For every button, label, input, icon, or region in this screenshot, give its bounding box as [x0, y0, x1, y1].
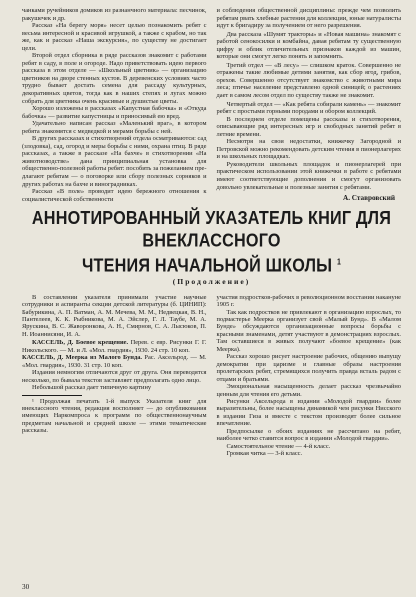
section-subtitle: (Продолжение): [172, 276, 251, 286]
paragraph: Самостоятельное чтение — 4-й класс.: [226, 442, 331, 450]
paragraph: Удачательно написан рассказ «Маленький враг», в котором ребята знакомятся с медведкой и мерами борьбы с ней.: [22, 120, 207, 135]
paragraph: Второй отдел сборника в ряде рассказов знакомит с работами ребят в саду, в поле и огороде. Надо приветствовать идею первого рассказа в этом отделе — «Школьный цветник» — организацию цветников на дворе стенных кустов. В деревенских условиях часто трудно бывает достать семена для рассаду культурных, декоративных цветов, тогда как в наших степях и лугах можно собрать для цветника очень красивые и душистые цветы.: [22, 52, 207, 105]
entry-text: Перев. с евр. Рисунки Г. Г. Никольского. — М. и Л. «Мол. гвардия», 1930. 24 стр. 10 коп.: [22, 339, 207, 354]
paragraph: Так как подростков не привлекают в организацию взрослых, то подмастерье Меерка организует свой «Малый Бунд». В «Малом Бунде» обсуждаются организационные вопросы борьбы с красными знаменами, детят участвуют в демонстрациях взрослых. Там оставшиеся в живых получают «боевое крещение» (как Меерка).: [216, 308, 401, 353]
paragraph: Рассказ «В поле» проводит идею бережного отношения к социалистической собственности: [22, 188, 207, 203]
paragraph: В других рассказах и стихотворений отдела осматриваются: сад (злодовка), сад, огород и меры борьбы с ними, охрана птиц. В ряде рассказах, а также в рассказе «На бахче» в стихотворении «На животноводстве» дана принципиальная установка для общественно-полезной работы ребят: пособить за пожеланием предлагают ребятам — о поговорке или сбору полезных сорняков и других работах на бахче и виноградниках.: [22, 135, 207, 188]
entry-title: КАССЕЛЬ, Д. Боевое крещение.: [32, 339, 129, 347]
paragraph: Небольшой рассказ дает типичную картину: [32, 384, 152, 392]
paragraph: Предпосылке о обоих изданиях не рассчитано на ребят, наиболее четко ставится вопрос в издании «Молодой гвардии».: [216, 427, 401, 443]
title-line-1: АННОТИРОВАННЫЙ УКАЗАТЕЛЬ КНИГ ДЛЯ ВНЕКЛАССНОГО: [31, 208, 392, 252]
paragraph: Рассказ «На берегу моря» несет целью познакомить ребят с весьма интересной и красивой игрушкой, а также с крабом, но так же, как и рассказ «Наша экскурсия», по существу не достигает цели.: [22, 22, 207, 52]
top-section: [22, 7, 401, 203]
paragraph: Два рассказа «Шумят тракторы» и «Новая машина» знакомят с работой сенокосилки и комбайна, давая ребятам ту существенную цифру и облик отличительных признаков каждой из машин, которые они смогут легко понять и запомнить.: [216, 30, 401, 61]
lower-right-column: [217, 294, 402, 458]
footnote-marker: 1: [336, 258, 342, 267]
paragraph: Громкая читка — 3-й класс.: [226, 450, 303, 458]
paragraph: Рисунки Аксельрода в издании «Молодой гвардии» более выразительны, более насыщены динамикой чем рисунки Нисского в издании Гиза и вместе с текстом производят более сильное впечатление.: [216, 397, 401, 428]
entry-text: Рас. Аксельрод. — М. «Мол. гвардия», 1930. 31 стр. 10 коп.: [22, 354, 207, 369]
paragraph: чанками ручейников домиков из разнанчного материала: песчинок, ракушечек и др.: [22, 7, 207, 22]
title-line-2: ЧТЕНИЯ НАЧАЛЬНОЙ ШКОЛЫ: [81, 256, 333, 277]
bibliography-entry: [22, 354, 207, 369]
paragraph: Руководители школьных площадок и пионерлагерей при практическом использовании этой книжечки в работе с ребятами имеют соответствующие дополнения и смогут организовать довольно увлекательные и полезные занятия с ребятами.: [216, 160, 401, 191]
paragraph: участия подростков-рабочих в революционном восстании накануне 1905 г.: [216, 293, 401, 309]
paragraph: Хорошо изложены в рассказах «Капустная бабочка» и «Откуда бабочка» — развитие капустницы и приносимый ею вред.: [22, 105, 207, 120]
lower-section: [22, 294, 401, 458]
paragraph: Четвертый отдел — «Как ребята собирали камень» — знакомит ребят с простыми горными породами и обором коллекций.: [216, 100, 401, 116]
paragraph: Третий отдел — «В лесу» — слишком краток. Совершенно не отражены такие любимые детими занятия, как сбор ягод, грибов, орехов. Совершенно отсутствует знакомство с животными мира леса; птичье население представлено одной синицей; о растениях дает в самом лесом отдел по существу также не знакомит.: [216, 61, 401, 100]
paragraph: Рассказ хорошо рисует настроение рабочих, общению выпущу демократии при царизме и главные образы настроения пролетарских ребят, стремящихся получить правда всталь радом с отцами и братьями.: [216, 353, 401, 383]
paragraph: В последнем отделе помещены рассказы и стихотворения, описывающие ряд интересных игр и свободных занятий ребят в летние времени.: [216, 115, 401, 138]
footnote-divider: [22, 395, 82, 396]
paragraph: и соблюдения общественной дисциплины: прежде чем позволить ребятам рвать хлебные растения для коллекции, юные натуралисты идут к бригадиру за получением от него разрешения.: [216, 7, 401, 30]
footnote-text: Продолжая печатать 1-й выпуск Указателя книг для внеклассного чтения, редакция восполняет — до опубликования имеющих Наркомпроса к программ по общественнонаучным предметам начальной и средней школе — этими тематические рассказы.: [22, 397, 207, 435]
bibliography-entry: [22, 339, 207, 354]
author-signature: А. Ставровский: [343, 194, 395, 203]
paragraph: Издания немногим отличаются друг от друга. Оня переводятся несколько, по бывала текстов заставляет предполагать одно лицо.: [22, 369, 207, 384]
paragraph: Несмотря на свои недостатки, книжечку Загородной и Петровской можно рекомендовать детским чтения в пионерлагерях и на школьных площадках.: [216, 138, 401, 161]
entry-title: КАССЕЛЬ, Д. Меерка из Малого Бунда.: [22, 354, 142, 362]
top-left-column: [22, 7, 207, 203]
paragraph: В составлении указателя принимали участие научные сотрудники и аспиранты секции детской литературы (б. ЦИНИП): Бабурикина, А. П. Ватман, А. М. Мечева, М. М., Недвецкая, В. Н., Пантелеев, К. К. Рыбникова, М. А. Эйслер, Г. Л. Таубе, М. А. Ярускина, В. С. Жаворонкова, А. Н., Смирнов, С. А. Лысюков, П. Н. Иоаннисяни, И. А.: [22, 293, 207, 338]
lower-left-column: [22, 294, 207, 458]
top-right-column: [217, 7, 402, 203]
footnote: [22, 398, 207, 435]
page-number: 30: [22, 583, 30, 591]
section-title: [22, 207, 401, 277]
footnote-number: ¹: [32, 397, 40, 405]
paragraph: Эмоциональная насыщенность делает рассказ чрезвычайно ценным для чтения его детьми.: [216, 383, 401, 398]
section-heading: [22, 208, 401, 286]
